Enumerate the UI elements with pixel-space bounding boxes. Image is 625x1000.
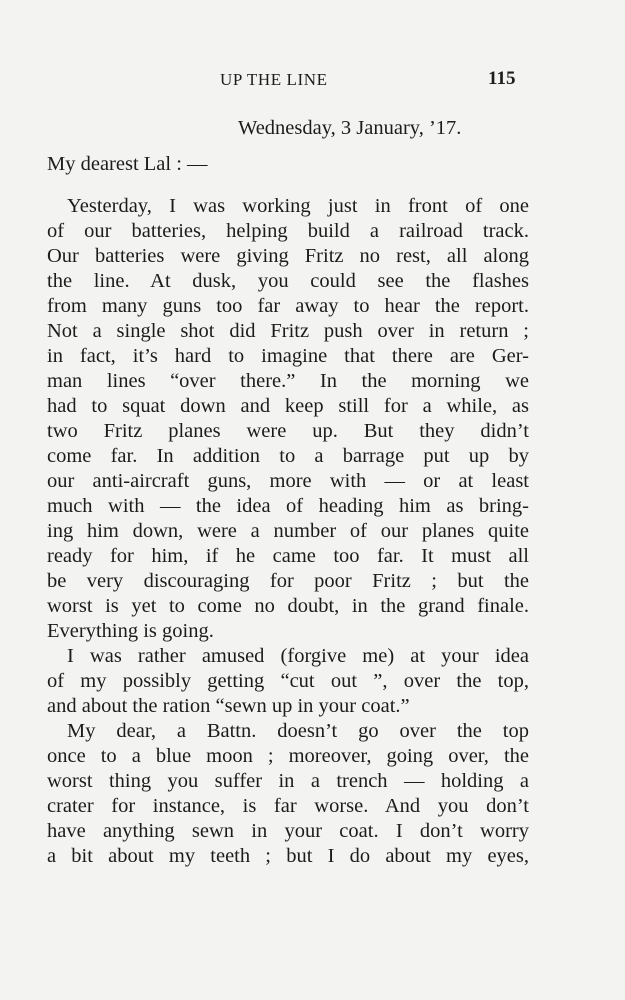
text-line: our anti-aircraft guns, more with — or at least: [47, 470, 529, 492]
text-line: worst is yet to come no doubt, in the grand finale.: [47, 595, 529, 617]
running-title: UP THE LINE: [220, 70, 328, 89]
letter-salutation: My dearest Lal : —: [47, 153, 208, 175]
text-line: man lines “over there.” In the morning we: [47, 370, 529, 392]
text-line: My dear, a Battn. doesn’t go over the top: [67, 720, 529, 742]
text-line: ing him down, were a number of our planes quite: [47, 520, 529, 542]
text-line: worst thing you suffer in a trench — holding a: [47, 770, 529, 792]
running-head: [0, 68, 625, 98]
text-line: crater for instance, is far worse. And you don’t: [47, 795, 529, 817]
text-line: in fact, it’s hard to imagine that there are Ger-: [47, 345, 529, 367]
text-line: and about the ration “sewn up in your coat.”: [47, 695, 410, 717]
text-line: of my possibly getting “cut out ”, over the top,: [47, 670, 529, 692]
text-line: much with — the idea of heading him as bring-: [47, 495, 529, 517]
text-line: Our batteries were giving Fritz no rest, all along: [47, 245, 529, 267]
text-line: a bit about my teeth ; but I do about my eyes,: [47, 845, 529, 867]
letter-body: [47, 194, 529, 869]
text-line: two Fritz planes were up. But they didn’t: [47, 420, 529, 442]
page-number: 115: [488, 68, 516, 89]
text-line: of our batteries, helping build a railroad track.: [47, 220, 529, 242]
text-line: Not a single shot did Fritz push over in return ;: [47, 320, 529, 342]
text-line: Everything is going.: [47, 620, 214, 642]
text-line: had to squat down and keep still for a while, as: [47, 395, 529, 417]
text-line: have anything sewn in your coat. I don’t worry: [47, 820, 529, 842]
text-line: Yesterday, I was working just in front of one: [67, 195, 529, 217]
text-line: once to a blue moon ; moreover, going over, the: [47, 745, 529, 767]
text-line: be very discouraging for poor Fritz ; but the: [47, 570, 529, 592]
text-line: come far. In addition to a barrage put up by: [47, 445, 529, 467]
letter-dateline: Wednesday, 3 January, ’17.: [238, 117, 462, 139]
text-line: the line. At dusk, you could see the flashes: [47, 270, 529, 292]
text-line: I was rather amused (forgive me) at your idea: [67, 645, 529, 667]
text-line: ready for him, if he came too far. It must all: [47, 545, 529, 567]
text-line: from many guns too far away to hear the report.: [47, 295, 529, 317]
